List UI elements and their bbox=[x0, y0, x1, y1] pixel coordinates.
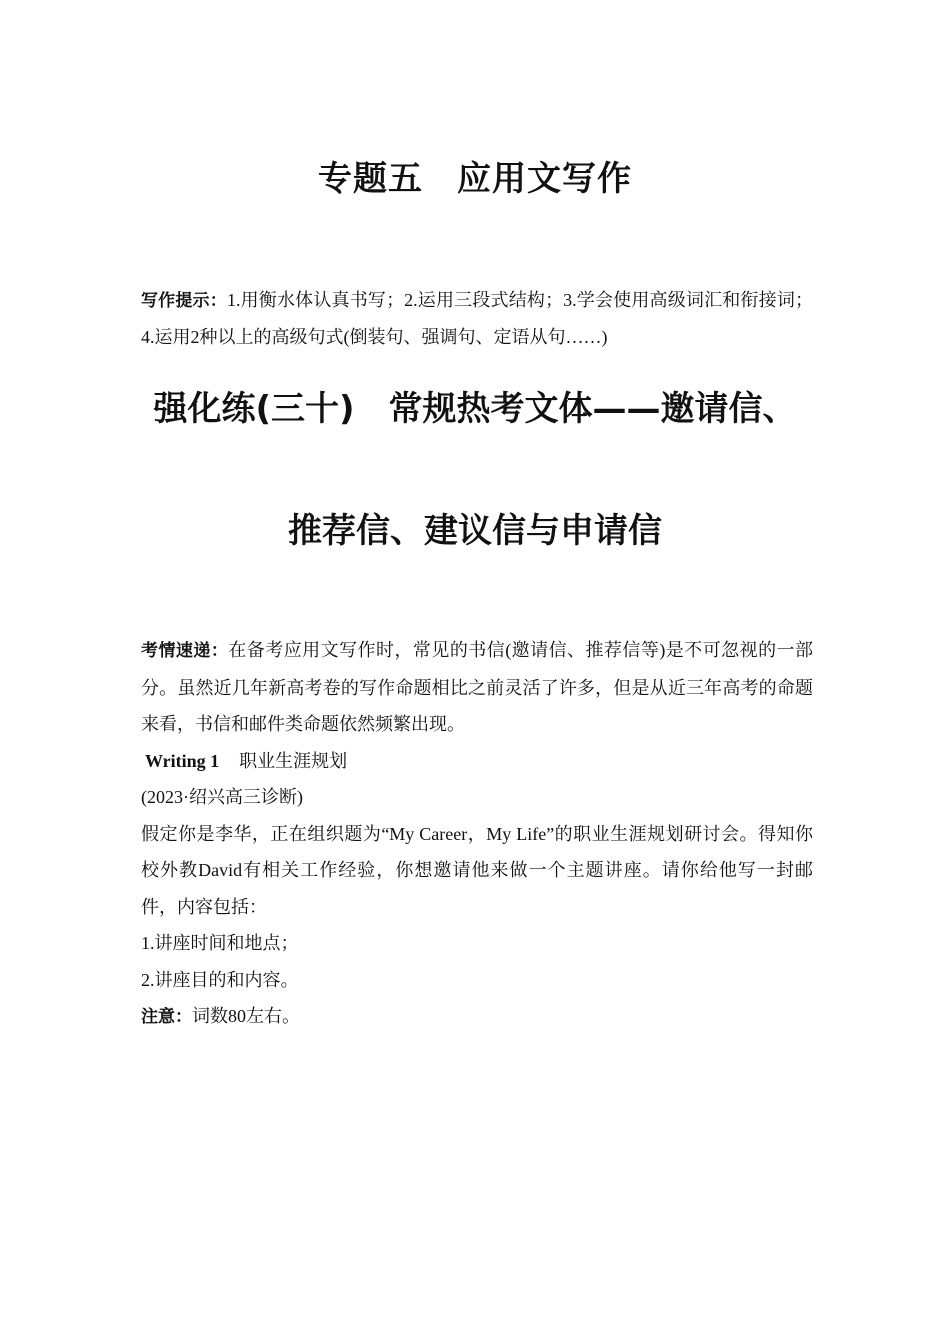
writing-tips-label: 写作提示： bbox=[141, 291, 227, 311]
writing-label: Writing 1 bbox=[145, 750, 220, 771]
overview-text: 在备考应用文写作时，常见的书信(邀请信、推荐信等)是不可忽视的一部分。虽然近几年新高考卷的写作命题相比之前灵活了许多，但是从近三年高考的命题来看，书信和邮件类命题依然频繁出现。 bbox=[141, 640, 814, 734]
writing-point-2: 2.讲座目的和内容。 bbox=[141, 969, 299, 990]
writing-heading bbox=[141, 743, 813, 780]
writing-topic: 职业生涯规划 bbox=[239, 750, 348, 771]
page-title bbox=[0, 154, 950, 204]
section-title-line2: 推荐信、建议信与申请信 bbox=[288, 511, 662, 551]
writing-source: (2023·绍兴高三诊断) bbox=[141, 787, 303, 807]
section-title-genre: 常规热考文体——邀请信、 bbox=[388, 389, 797, 429]
exercise-body bbox=[141, 632, 813, 1036]
overview-paragraph bbox=[141, 632, 813, 743]
writing-tips bbox=[141, 282, 813, 355]
section-title-exercise: 强化练(三十) bbox=[153, 389, 355, 429]
section-title-line1 bbox=[0, 384, 950, 434]
title-topic-number: 专题五 bbox=[318, 159, 423, 199]
title-topic-name: 应用文写作 bbox=[457, 159, 632, 199]
writing-prompt: 假定你是李华，正在组织题为“My Career，My Life”的职业生涯规划研讨会。得知你校外教David有相关工作经验，你想邀请他来做一个主题讲座。请你给他写一封邮件，内容包括： bbox=[141, 823, 813, 917]
writing-point-1: 1.讲座时间和地点； bbox=[141, 933, 299, 953]
writing-tips-text: 1.用衡水体认真书写；2.运用三段式结构；3.学会使用高级词汇和衔接词；4.运用2种以上的高级句式(倒装句、强调句、定语从句……) bbox=[141, 290, 814, 347]
writing-note bbox=[141, 998, 813, 1036]
writing-note-text: 词数80左右。 bbox=[192, 1006, 300, 1026]
writing-note-label: 注意： bbox=[141, 1007, 192, 1027]
overview-label: 考情速递： bbox=[141, 641, 229, 661]
